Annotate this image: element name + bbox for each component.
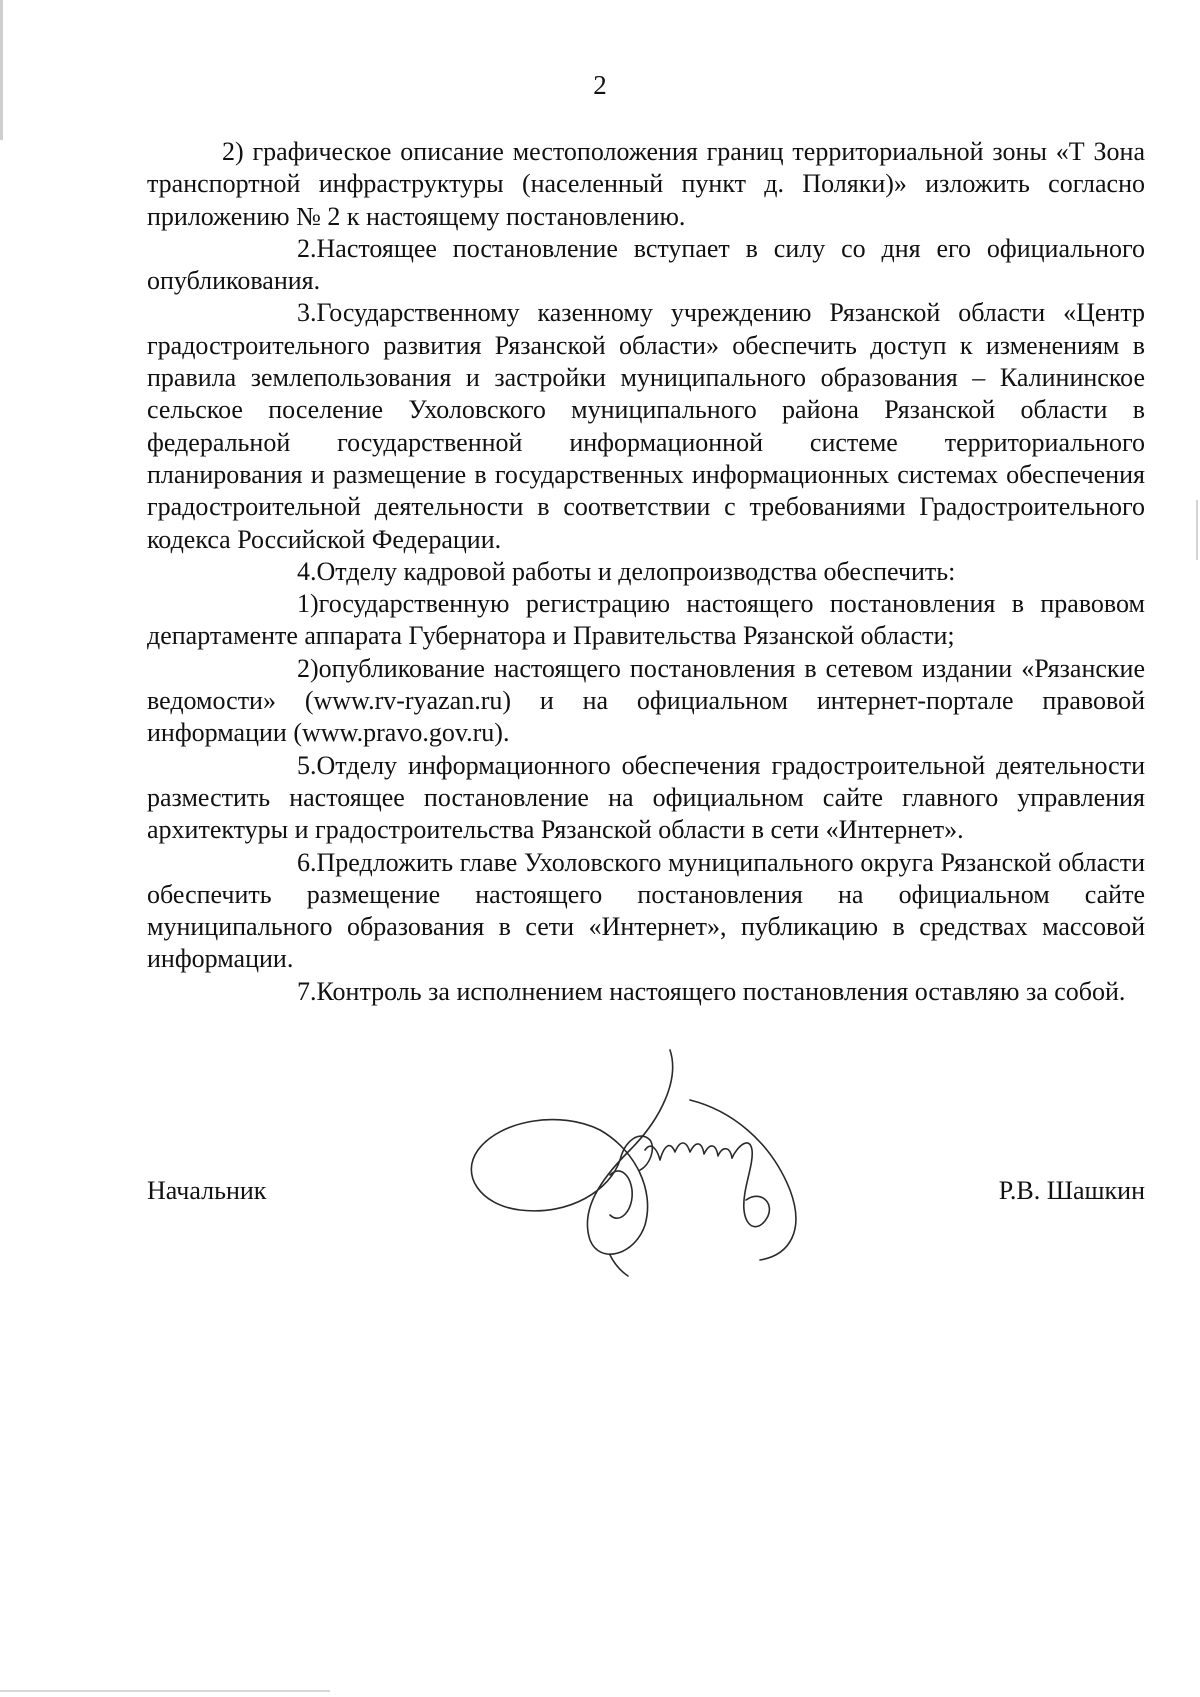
scan-edge-right [1196,500,1198,560]
paragraph-5 [147,750,1145,847]
paragraph-number: 6. [297,847,317,877]
handwritten-signature [460,1040,840,1280]
paragraph-4 [147,556,1145,588]
paragraph-text: опубликование настоящего постановления в сетевом издании «Рязанские ведомости» (www.rv-ryazan.ru) и на официальном интернет-портале правовой информации (www.pravo.gov.ru). [147,653,1145,748]
paragraph-text: 2) графическое описание местоположения границ территориальной зоны «Т Зона транспортной инфраструктуры (населенный пункт д. Поляки)» изложить согласно приложению № 2 к настоящему постановлению. [147,137,1145,231]
paragraph-3 [147,297,1145,555]
document-body [147,136,1145,1008]
paragraph-text: Отделу информационного обеспечения градостроительной деятельности разместить настоящее постановление на официальном сайте главного управления архитектуры и градостроительства Рязанской области в сети «Интернет». [147,750,1145,845]
paragraph-text: Государственному казенному учреждению Рязанской области «Центр градостроительного развития Рязанской области» обеспечить доступ к изменениям в правила землепользования и застройки муниципального образования – Калининское сельское поселение Ухоловского муниципального района Рязанской области в федеральной государственной информационной системе территориального планирования и размещение в государственных информационных системах обеспечения градостроительной деятельности в соответствии с требованиями Градостроительного кодекса Российской Федерации. [147,298,1145,554]
paragraph-number: 2) [297,653,319,683]
signatory-title: Начальник [147,1176,267,1205]
paragraph-7 [147,976,1145,1008]
paragraph-number: 3. [297,298,317,328]
paragraph-text: Отделу кадровой работы и делопроизводства обеспечить: [316,556,956,586]
paragraph-6 [147,847,1145,976]
paragraph-text: Предложить главе Ухоловского муниципального округа Рязанской области обеспечить размещение настоящего постановления на официальном сайте муниципального образования в сети «Интернет», публикацию в средствах массовой информации. [147,847,1145,974]
paragraph-2 [147,233,1145,298]
paragraph-number: 7. [297,976,317,1006]
paragraph-4-1 [147,588,1145,653]
paragraph-item-2-1 [147,136,1145,233]
scan-edge-bottom [0,1690,330,1692]
paragraph-text: Контроль за исполнением настоящего постановления оставляю за собой. [316,976,1126,1006]
signatory-name: Р.В. Шашкин [998,1176,1145,1205]
paragraph-number: 1) [297,589,319,619]
paragraph-4-2 [147,653,1145,750]
paragraph-text: Настоящее постановление вступает в силу со дня его официального опубликования. [147,233,1145,296]
paragraph-text: государственную регистрацию настоящего постановления в правовом департаменте аппарата Губернатора и Правительства Рязанской области; [147,589,1145,651]
page-number: 2 [593,70,607,100]
paragraph-number: 5. [297,750,317,780]
paragraph-number: 2. [297,233,317,263]
paragraph-number: 4. [297,556,317,586]
